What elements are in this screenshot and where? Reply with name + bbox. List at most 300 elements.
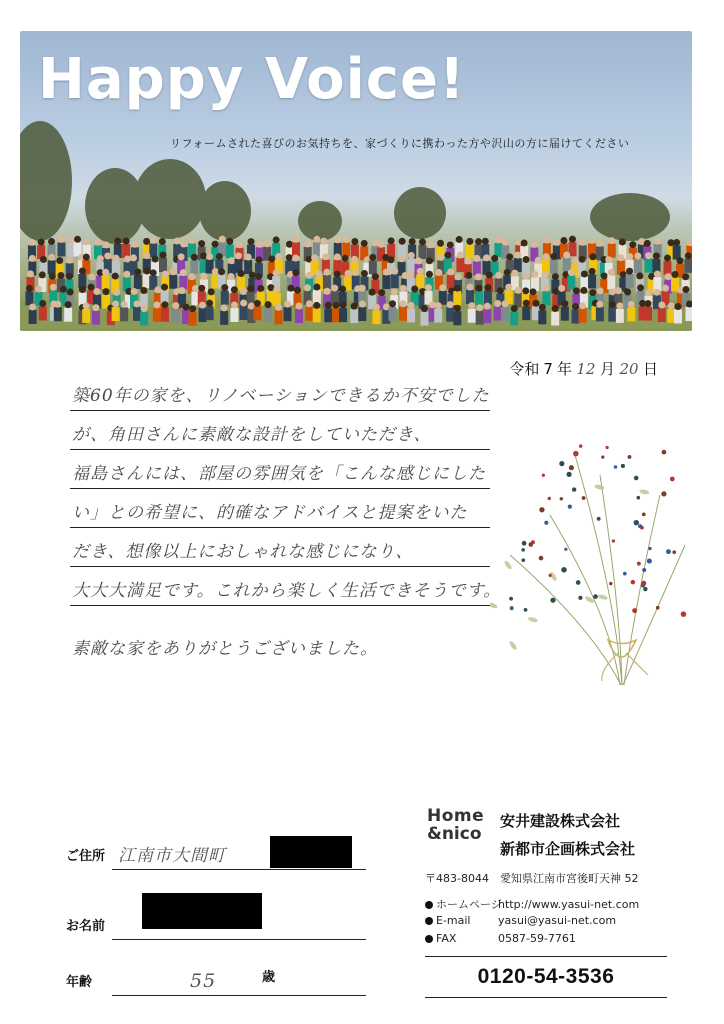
crowd-head [677,257,684,264]
crowd-person [399,307,407,321]
crowd-head [144,268,151,275]
berry [656,606,660,610]
crowd-head [475,273,482,280]
leaf [639,489,650,495]
address-redaction [270,836,352,868]
header-photo [20,31,692,331]
crowd-head [369,254,376,261]
crowd-head [454,285,461,292]
crowd-head [383,269,390,276]
message-text: が、角田さんに素敵な設計をしていただき、 [72,425,432,445]
crowd-person [295,309,303,323]
crowd-person [240,306,248,320]
crowd-head [200,273,207,280]
crowd-head [141,305,148,312]
crowd-person [456,258,464,272]
crowd-person [305,307,313,321]
crowd-head [247,285,254,292]
crowd-person [39,306,47,320]
crowd-head [54,301,61,308]
crowd-head [523,256,530,263]
crowd-head [174,237,181,244]
crowd-head [473,255,480,262]
crowd-person [169,275,177,289]
crowd-person [389,307,397,321]
crowd-head [447,241,454,248]
crowd-head [425,284,432,291]
crowd-head [240,288,247,295]
crowd-head [26,285,33,292]
crowd-head [579,256,586,263]
crowd-head [228,257,235,264]
crowd-head [324,288,331,295]
crowd-head [560,237,567,244]
crowd-head [361,240,368,247]
crowd-head [286,254,293,261]
crowd-person [453,311,461,325]
crowd-head [284,301,291,308]
crowd-head [123,271,130,278]
berry [642,568,646,572]
crowd-head [218,268,225,275]
berry [510,606,514,610]
crowd-head [514,252,521,259]
crowd-person [140,312,148,326]
crowd-person [644,307,652,321]
crowd-head [221,284,228,291]
crowd-head [255,273,262,280]
crowd-head [306,272,313,279]
crowd-person [226,244,234,258]
crowd-head [601,272,608,279]
crowd-person [542,291,550,305]
berry [631,580,635,584]
crowd-head [421,305,428,312]
email-link[interactable]: yasui@yasui-net.com [498,914,617,927]
crowd-head [408,252,415,259]
crowd-head [323,269,330,276]
crowd-head [292,269,299,276]
crowd-person [627,307,635,321]
crowd-head [645,289,652,296]
crowd-person [466,244,474,258]
crowd-head [29,303,36,310]
berry [561,567,567,573]
crowd-head [682,286,689,293]
crowd-head [523,273,530,280]
fax-number: 0587-59-7761 [498,932,576,945]
crowd-head [572,303,579,310]
crowd-head [160,252,167,259]
berry [636,496,640,500]
crowd-head [665,273,672,280]
fax-row [425,932,576,945]
crowd-head [596,240,603,247]
crowd-head [563,252,570,259]
crowd-person [483,309,491,323]
crowd-person [434,309,442,323]
crowd-person [510,312,518,326]
crowd-person [607,275,615,289]
crowd-person [220,311,228,325]
crowd-head [399,300,406,307]
crowd-head [662,285,669,292]
crowd-head [331,285,338,292]
crowd-head [486,272,493,279]
crowd-head [316,271,323,278]
crowd-head [437,240,444,247]
crowd-head [682,273,689,280]
crowd-person [339,308,347,322]
crowd-head [543,237,550,244]
berry [539,507,544,512]
crowd-head [133,300,140,307]
crowd-head [427,241,434,248]
crowd-person [159,258,167,272]
crowd-head [240,300,247,307]
crowd-head [219,236,226,243]
bouquet-illustration [490,435,690,705]
crowd-head [552,305,559,312]
name-redaction [142,893,262,929]
crowd-person [313,242,321,256]
crowd-head [653,252,660,259]
berry [544,521,548,525]
berry [573,451,579,457]
crowd-head [93,288,100,295]
crowd-head [275,253,282,260]
berry [628,455,632,459]
crowd-person [134,275,142,289]
crowd-head [550,253,557,260]
crowd-head [66,257,73,264]
crowd-head [685,252,692,259]
crowd-head [447,268,454,275]
crowd-head [60,286,67,293]
berry [524,608,528,612]
crowd-head [407,271,414,278]
crowd-head [28,239,35,246]
crowd-person [420,312,428,326]
berry [672,550,676,554]
crowd-person [153,308,161,322]
berry [666,549,671,554]
homepage-label: ホームページ [436,898,502,911]
crowd-head [221,304,228,311]
crowd-person [369,260,377,274]
crowd-head [561,300,568,307]
crowd-person [206,306,214,320]
crowd-head [491,255,498,262]
crowd-head [408,302,415,309]
berry [642,512,646,516]
crowd-head [484,303,491,310]
crowd-head [541,271,548,278]
crowd-person [522,306,530,320]
crowd-head [180,269,187,276]
berry [559,461,564,466]
crowd-head [35,286,42,293]
crowd-head [150,269,157,276]
crowd-head [465,272,472,279]
crowd-person [588,274,596,288]
crowd-head [569,236,576,243]
crowd-head [457,252,464,259]
crowd-head [143,238,150,245]
crowd-head [65,301,72,308]
crowd-head [558,285,565,292]
berry [670,477,675,482]
crowd-head [444,252,451,259]
crowd-person [453,291,461,305]
crowd-person [253,306,261,320]
crowd-head [399,238,406,245]
crowd-head [334,236,341,243]
crowd-head [273,286,280,293]
crowd-head [579,239,586,246]
crowd-head [609,301,616,308]
crowd-person [112,307,120,321]
crowd-head [131,241,138,248]
crowd-head [131,288,138,295]
crowd-person [391,274,399,288]
crowd-person [190,260,198,274]
crowd-head [212,268,219,275]
leaf [594,484,605,491]
message-text: 福島さんには、部屋の雰囲気を「こんな感じにした [72,464,486,484]
crowd-head [645,252,652,259]
crowd-head [415,257,422,264]
message-line [70,567,502,606]
crowd-head [629,241,636,248]
email-label: E-mail [436,914,471,927]
crowd-head [447,301,454,308]
crowd-head [377,241,384,248]
crowd-head [687,239,692,246]
crowd-head [494,300,501,307]
crowd-person [64,308,72,322]
berry [548,497,551,500]
crowd-head [521,239,528,246]
crowd-head [49,273,56,280]
crowd-head [114,237,121,244]
crowd-head [476,304,483,311]
crowd-head [419,238,426,245]
crowd-person [538,310,546,324]
date-day-unit: 日 [642,360,658,378]
crowd-person [561,307,569,321]
crowd-head [398,255,405,262]
crowd-head [504,269,511,276]
crowd-person [372,310,380,324]
crowd-head [361,270,368,277]
berry [637,562,641,566]
crowd-person [92,311,100,325]
crowd-head [313,284,320,291]
leaf [528,616,539,623]
crowd-head [265,301,272,308]
crowd-head [456,236,463,243]
company-logo [427,806,484,844]
crowd-head [483,254,490,261]
crowd-head [654,271,661,278]
crowd-head [112,273,119,280]
crowd-head [198,285,205,292]
page-subtitle: リフォームされた喜びのお気持ちを、家づくりに携わった方や沢山の方に届けてください [170,137,630,150]
company-address: 〒483-8044 愛知県江南市宮後町天神 52 [425,872,639,885]
crowd-person [29,310,37,324]
crowd-head [325,302,332,309]
crowd-head [674,303,681,310]
crowd-head [153,301,160,308]
crowd-head [161,284,168,291]
crowd-head [257,285,264,292]
crowd-head [543,285,550,292]
date-year-unit: 年 [556,360,572,378]
crowd-head [580,287,587,294]
crowd-person [407,308,415,322]
berry [634,476,639,481]
crowd-head [351,238,358,245]
crowd-head [249,272,256,279]
berry [542,474,545,477]
crowd-head [502,239,509,246]
crowd-head [304,240,311,247]
berry [579,444,582,447]
crowd-head [134,268,141,275]
crowd-person [608,244,616,258]
crowd-head [180,241,187,248]
crowd-head [626,253,633,260]
crowd-person [626,274,634,288]
berry [582,496,586,500]
crowd-head [83,238,90,245]
phone-number[interactable]: 0120-54-3536 [425,956,667,998]
crowd-head [439,284,446,291]
crowd-head [668,302,675,309]
crowd-head [351,303,358,310]
crowd-head [596,301,603,308]
crowd-person [663,261,671,275]
crowd-person [244,260,252,274]
crowd-head [531,241,538,248]
crowd-person [102,275,110,289]
crowd-head [286,241,293,248]
crowd-head [617,254,624,261]
crowd-head [626,268,633,275]
crowd-head [112,301,119,308]
crowd-head [388,237,395,244]
crowd-person [608,308,616,322]
berry [578,596,582,600]
berry [597,517,601,521]
crowd-head [573,287,580,294]
crowd-head [143,252,150,259]
crowd-person [473,261,481,275]
homepage-link[interactable]: http://www.yasui-net.com [498,898,640,911]
berry [521,558,525,562]
crowd-head [287,285,294,292]
crowd-person [82,309,90,323]
crowd-head [605,256,612,263]
fax-label: FAX [436,932,457,945]
berry [623,572,627,576]
crowd-head [264,240,271,247]
crowd-person [313,308,321,322]
crowd-head [154,286,161,293]
crowd-head [172,302,179,309]
crowd-head [178,287,185,294]
crowd-head [495,236,502,243]
crowd-person [358,307,366,321]
crowd-head [228,273,235,280]
crowd-person [48,260,56,274]
crowd-head [464,257,471,264]
berry [605,446,608,449]
crowd-head [400,285,407,292]
crowd-head [553,239,560,246]
crowd-head [245,253,252,260]
berry [531,540,535,544]
date-year: 7 [543,360,553,378]
crowd-head [104,252,111,259]
crowd-head [79,286,86,293]
leaf [597,594,608,601]
crowd-head [342,255,349,262]
leaf [508,640,518,651]
crowd-person [172,309,180,323]
logo-nico: &nico [427,824,482,844]
crowd-head [334,271,341,278]
crowd-head [159,238,166,245]
crowd-person [332,308,340,322]
crowd-head [226,238,233,245]
crowd-head [112,255,119,262]
crowd-head [294,287,301,294]
crowd-head [523,300,530,307]
crowd-person [418,245,426,259]
berry [621,464,625,468]
crowd-head [515,287,522,294]
berry [572,487,576,491]
crowd-head [332,302,339,309]
crowd-head [589,289,596,296]
berry [632,608,637,613]
message-text: い」との希望に、的確なアドバイスと提案をいた [72,503,468,523]
berry [550,598,555,603]
crowd-person [634,259,642,273]
crowd-head [48,238,55,245]
crowd-head [511,305,518,312]
crowd-head [589,268,596,275]
crowd-head [48,254,55,261]
crowd-head [254,300,261,307]
crowd-head [637,284,644,291]
crowd-head [505,284,512,291]
crowd-head [426,257,433,264]
company-name-1: 安井建設株式会社 [500,812,621,830]
crowd-head [532,271,539,278]
crowd-head [236,241,243,248]
crowd-head [530,288,537,295]
crowd-head [435,302,442,309]
crowd-head [40,256,47,263]
crowd-head [653,289,660,296]
crowd-head [654,238,661,245]
berry [509,597,513,601]
crowd-head [345,270,352,277]
crowd-head [268,256,275,263]
